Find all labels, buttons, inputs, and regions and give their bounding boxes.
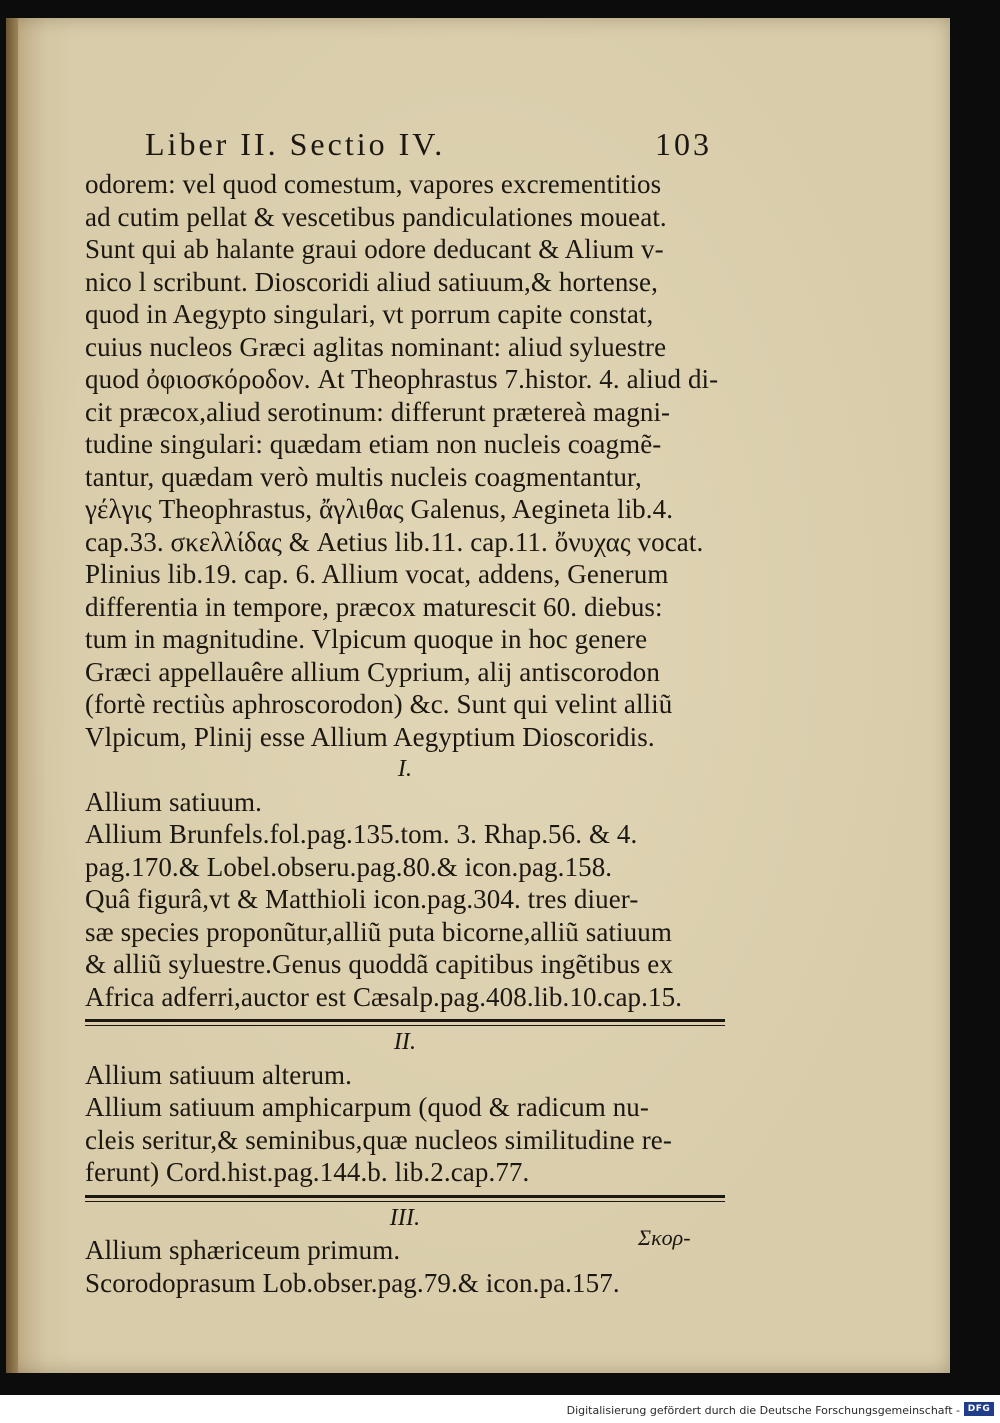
running-title: Liber II. Sectio IV. bbox=[145, 126, 446, 162]
funding-credit: Digitalisierung gefördert durch die Deutsche Forschungsgemeinschaft - bbox=[566, 1404, 960, 1417]
text-line: Plinius lib.19. cap. 6. Allium vocat, addens, Generum bbox=[85, 559, 669, 589]
entry-title: Allium sphæriceum primum. bbox=[85, 1235, 401, 1265]
section-numeral: II. bbox=[393, 1029, 417, 1055]
section-divider bbox=[85, 1195, 725, 1198]
text-line: tantur, quædam verò multis nucleis coagmentantur, bbox=[85, 461, 642, 492]
text-line: nico l scribunt. Dioscoridi aliud satiuum,& hortense, bbox=[85, 266, 658, 297]
text-line: Quâ figurâ,vt & Matthioli icon.pag.304. tres diuer- bbox=[85, 884, 639, 914]
section-numeral: III. bbox=[389, 1204, 421, 1231]
text-line: tum in magnitudine. Vlpicum quoque in hoc genere bbox=[85, 624, 648, 654]
text-line: cuius nucleos Græci aglitas nominant: aliud syluestre bbox=[85, 331, 667, 362]
text-line: (fortè rectiùs aphroscorodon) &c. Sunt qui velint alliũ bbox=[85, 689, 673, 719]
text-line: cap.33. σκελλίδας & Aetius lib.11. cap.11. ὄνυχας vocat. bbox=[85, 526, 704, 557]
text-line: ad cutim pellat & vescetibus pandiculationes moueat. bbox=[85, 201, 667, 232]
entry-title: Allium satiuum alterum. bbox=[85, 1059, 353, 1090]
text-line: cleis seritur,& seminibus,quæ nucleos similitudine re- bbox=[85, 1124, 672, 1155]
text-line: Allium Brunfels.fol.pag.135.tom. 3. Rhap.56. & 4. bbox=[85, 819, 638, 849]
text-line: quod in Aegypto singulari, vt porrum capite constat, bbox=[85, 299, 654, 329]
text-line: Allium satiuum amphicarpum (quod & radicum nu- bbox=[85, 1092, 649, 1122]
dfg-logo-icon: DFG bbox=[964, 1402, 994, 1416]
entry-title: Allium satiuum. bbox=[85, 786, 262, 817]
text-line: Scorodoprasum Lob.obser.pag.79.& icon.pa.157. bbox=[85, 1267, 620, 1298]
text-line: Africa adferri,auctor est Cæsalp.pag.408.lib.10.cap.15. bbox=[85, 981, 683, 1012]
running-header bbox=[85, 120, 725, 168]
text-line: odorem: vel quod comestum, vapores excrementitios bbox=[85, 169, 662, 199]
text-line: Græci appellauêre allium Cyprium, alij antiscorodon bbox=[85, 656, 660, 687]
section-divider bbox=[85, 1019, 725, 1022]
text-line: tudine singulari: quædam etiam non nucleis coagmẽ- bbox=[85, 429, 662, 459]
text-line: γέλγις Theophrastus, ἄγλιθας Galenus, Aegineta lib.4. bbox=[85, 494, 674, 524]
text-line: sæ species proponũtur,alliũ puta bicorne,alliũ satiuum bbox=[85, 916, 672, 947]
text-line: ferunt) Cord.hist.pag.144.b. lib.2.cap.77. bbox=[85, 1157, 530, 1187]
text-line: Sunt qui ab halante graui odore deducant & Alium v- bbox=[85, 234, 664, 264]
section-1 bbox=[85, 753, 725, 1013]
section-2 bbox=[85, 1026, 725, 1189]
text-line: & alliũ syluestre.Genus quoddã capitibus ingẽtibus ex bbox=[85, 949, 673, 979]
page-gutter bbox=[6, 18, 18, 1373]
text-line: pag.170.& Lobel.obseru.pag.80.& icon.pag.158. bbox=[85, 851, 613, 882]
section-numeral: I. bbox=[397, 756, 413, 782]
page-text bbox=[85, 120, 725, 1299]
body-paragraph bbox=[85, 168, 725, 753]
catchword: Σκορ- bbox=[638, 1225, 691, 1250]
text-line: differentia in tempore, præcox maturescit 60. diebus: bbox=[85, 591, 663, 622]
text-line: quod ὀφιοσκόροδον. At Theophrastus 7.histor. 4. aliud di- bbox=[85, 364, 719, 394]
section-3 bbox=[85, 1202, 725, 1300]
page-number: 103 bbox=[655, 126, 712, 162]
text-line: cit præcox,aliud serotinum: differunt prætereà magni- bbox=[85, 396, 671, 427]
text-line: Vlpicum, Plinij esse Allium Aegyptium Dioscoridis. bbox=[85, 721, 655, 752]
